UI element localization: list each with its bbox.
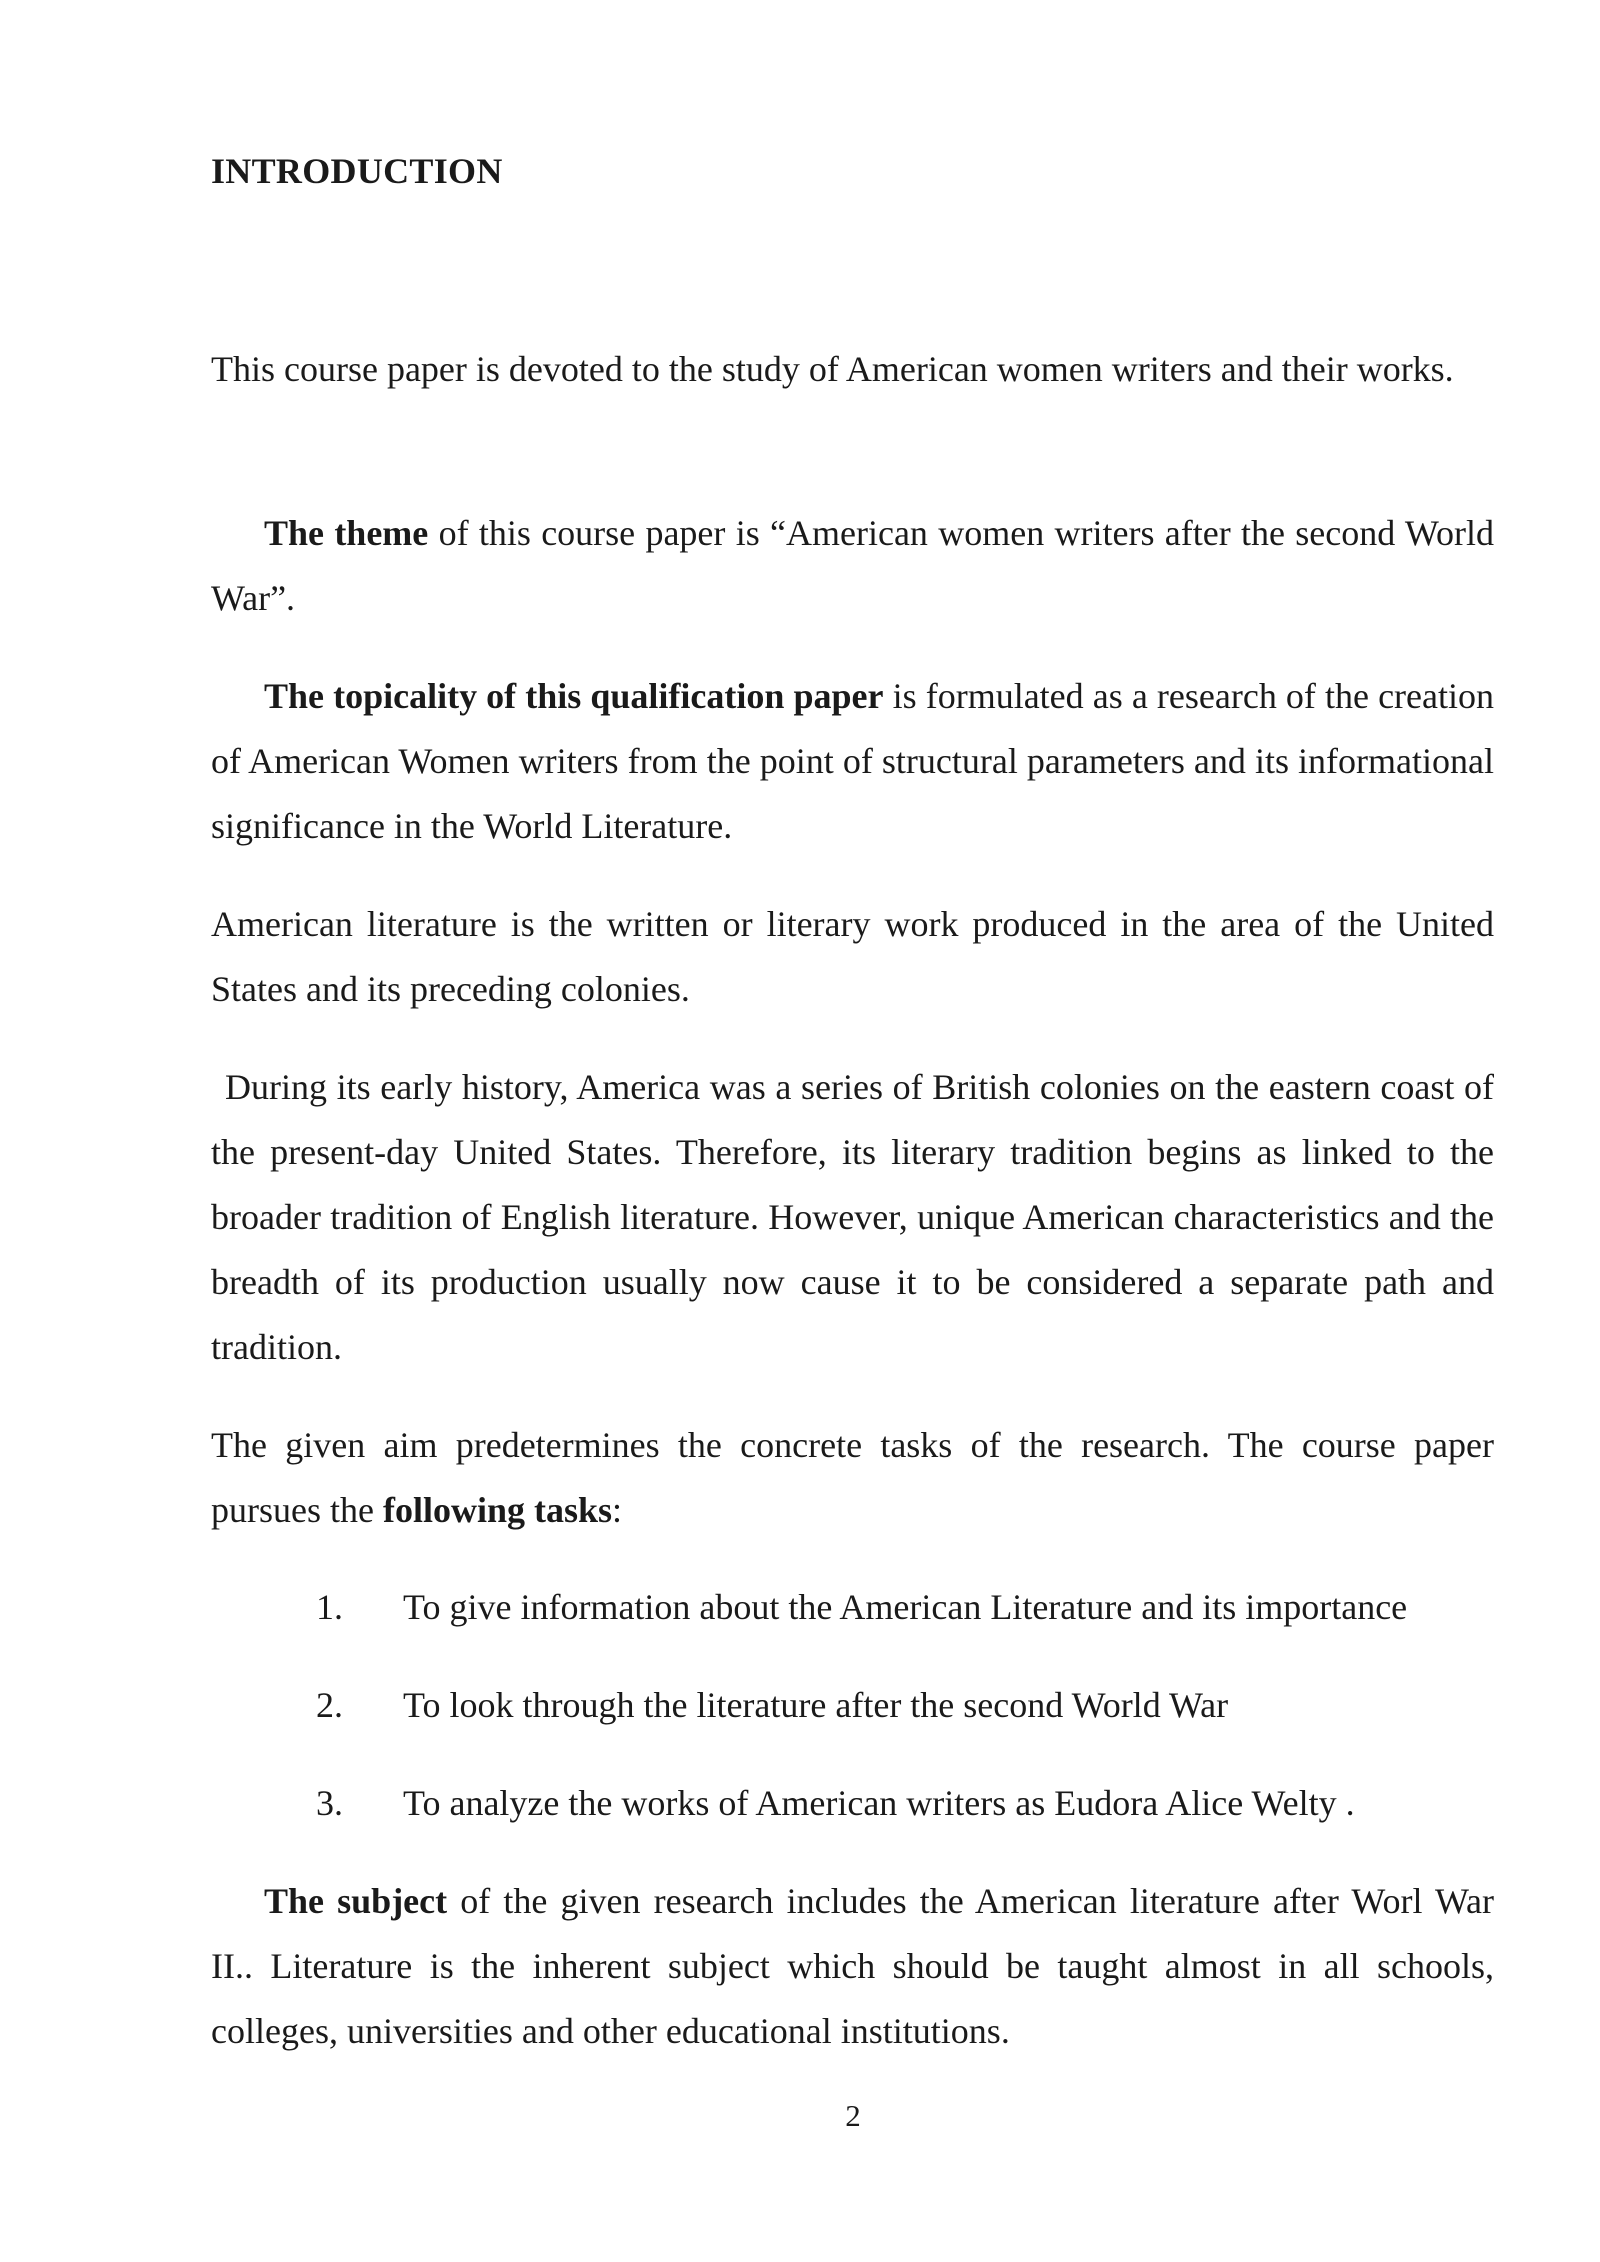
history-paragraph: During its early history, America was a series of British colonies on the eastern coast of the present-day United States. Therefore, its literary tradition begins as linked to the broader tradition of English literature. However, unique American characteristics and the breadth of its production usually now cause it to be considered a separate path and tradition. <box>211 1067 1494 1367</box>
theme-label: The theme <box>264 513 429 553</box>
task-text: To look through the literature after the second World War <box>403 1685 1229 1725</box>
subject-paragraph <box>211 1869 1494 2064</box>
theme-paragraph <box>211 501 1494 631</box>
intro-paragraph: This course paper is devoted to the study of American women writers and their works. <box>211 349 1454 389</box>
aim-paragraph <box>211 1413 1494 1543</box>
task-number: 3. <box>316 1783 343 1823</box>
task-text: To give information about the American Literature and its importance <box>403 1587 1408 1627</box>
theme-text: of this course paper is “American women writers after the second World War”. <box>211 513 1494 618</box>
topicality-paragraph <box>211 664 1494 859</box>
page-number: 2 <box>845 2098 861 2133</box>
topicality-text: is formulated as a research of the creation of American Women writers from the point of structural parameters and its informational significance in the World Literature. <box>211 676 1494 846</box>
american-literature-paragraph: American literature is the written or literary work produced in the area of the United States and its preceding colonies. <box>211 904 1494 1009</box>
task-number: 1. <box>316 1587 343 1627</box>
task-text: To analyze the works of American writers as Eudora Alice Welty . <box>403 1783 1355 1823</box>
topicality-label: The topicality of this qualification paper <box>264 676 884 716</box>
aim-text: The given aim predetermines the concrete tasks of the research. The course paper pursues the <box>211 1425 1494 1530</box>
task-number: 2. <box>316 1685 343 1725</box>
aim-bold: following tasks <box>382 1490 613 1530</box>
subject-label: The subject <box>264 1881 448 1921</box>
section-heading: INTRODUCTION <box>211 151 503 191</box>
aim-tail: : <box>612 1490 623 1530</box>
subject-text: of the given research includes the American literature after Worl War II.. Literature is the inherent subject which should be taught almost in all schools, colleges, universities and other educational institutions. <box>211 1881 1495 2051</box>
